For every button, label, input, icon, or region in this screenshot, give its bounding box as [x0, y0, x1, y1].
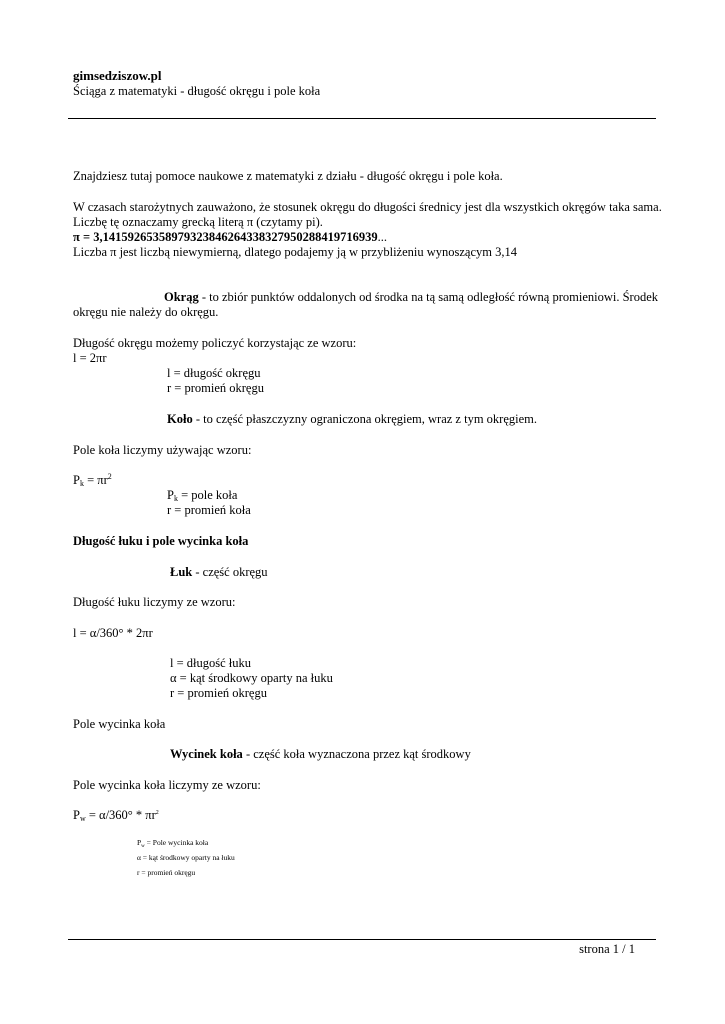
kolo-formula-rest: = πr	[83, 473, 108, 487]
intro-paragraph: Znajdziesz tutaj pomoce naukowe z matematyki z działu - długość okręgu i pole koła.	[73, 169, 503, 183]
wycinek-legend-p-sub: w	[141, 844, 145, 849]
kolo-formula-sub: k	[79, 479, 84, 488]
kolo-legend-p-text: = pole koła	[177, 488, 238, 502]
history-line: W czasach starożytnych zauważono, że stosunek okręgu do długości średnicy jest dla wszystkich okręgów taka sama.	[73, 200, 662, 214]
wycinek-formula-p: P	[73, 808, 80, 822]
kolo-definition	[167, 412, 537, 428]
footer-divider	[68, 939, 656, 940]
wycinek-def-text: - część koła wyznaczona przez kąt środkowy	[242, 747, 471, 761]
kolo-formula-sup: 2	[107, 472, 112, 481]
luk-def-text: - część okręgu	[192, 565, 268, 579]
okrag-definition	[164, 290, 658, 306]
wycinek-legend-p	[137, 838, 208, 848]
kolo-legend-p-symbol: P	[167, 488, 174, 502]
pi-notation-line: Liczbę tę oznaczamy grecką literą π (czytamy pi).	[73, 215, 323, 229]
okrag-legend-l: l = długość okręgu	[167, 366, 261, 380]
kolo-legend-p	[167, 488, 237, 504]
okrag-definition-cont: okręgu nie należy do okręgu.	[73, 305, 219, 319]
wycinek-formula-rest: = α/360° * πr	[85, 808, 156, 822]
kolo-formula-intro: Pole koła liczymy używając wzoru:	[73, 443, 252, 457]
wycinek-formula-sub: w	[79, 814, 86, 823]
wycinek-term: Wycinek koła	[170, 747, 243, 761]
luk-legend-a: α = kąt środkowy oparty na łuku	[170, 671, 333, 685]
wycinek-legend-r: r = promień okręgu	[137, 868, 196, 877]
page-number: strona 1 / 1	[579, 942, 635, 956]
luk-definition	[170, 565, 268, 581]
wycinek-formula-sup: 2	[155, 810, 159, 816]
luk-formula-intro: Długość łuku liczymy ze wzoru:	[73, 595, 236, 609]
okrag-term: Okrąg	[164, 290, 199, 304]
okrag-formula: l = 2πr	[73, 351, 107, 365]
kolo-legend-r: r = promień koła	[167, 503, 251, 517]
pi-value: π = 3,14159265358979323846264338327950288419716939	[73, 230, 378, 244]
luk-section-heading: Długość łuku i pole wycinka koła	[73, 534, 249, 548]
okrag-legend-r: r = promień okręgu	[167, 381, 264, 395]
wycinek-definition	[170, 747, 471, 763]
okrag-formula-intro: Długość okręgu możemy policzyć korzystając ze wzoru:	[73, 336, 357, 350]
pi-ellipsis: ...	[377, 230, 387, 244]
kolo-legend-p-sub: k	[173, 494, 178, 503]
kolo-formula	[73, 473, 112, 489]
wycinek-label: Pole wycinka koła	[73, 717, 166, 731]
wycinek-legend-p-text: = Pole wycinka koła	[144, 838, 209, 847]
header-divider	[68, 118, 656, 119]
wycinek-formula	[73, 808, 159, 824]
okrag-def-text: - to zbiór punktów oddalonych od środka na tą samą odległość równą promieniowi. Środek	[198, 290, 659, 304]
luk-legend-l: l = długość łuku	[170, 656, 252, 670]
wycinek-formula-intro: Pole wycinka koła liczymy ze wzoru:	[73, 778, 261, 792]
luk-formula: l = α/360° * 2πr	[73, 626, 153, 640]
kolo-term: Koło	[167, 412, 193, 426]
wycinek-legend-p-symbol: P	[137, 838, 142, 847]
document-subtitle: Ściąga z matematyki - długość okręgu i pole koła	[73, 84, 321, 98]
luk-legend-r: r = promień okręgu	[170, 686, 267, 700]
site-name: gimsedziszow.pl	[73, 68, 162, 83]
kolo-def-text: - to część płaszczyzny ograniczona okręgiem, wraz z tym okręgiem.	[192, 412, 537, 426]
pi-value-line	[73, 230, 387, 246]
wycinek-legend-a: α = kąt środkowy oparty na łuku	[137, 853, 235, 862]
luk-term: Łuk	[170, 565, 193, 579]
kolo-formula-p: P	[73, 473, 80, 487]
pi-irrational-line: Liczba π jest liczbą niewymierną, dlatego podajemy ją w przybliżeniu wynoszącym 3,14	[73, 245, 518, 259]
